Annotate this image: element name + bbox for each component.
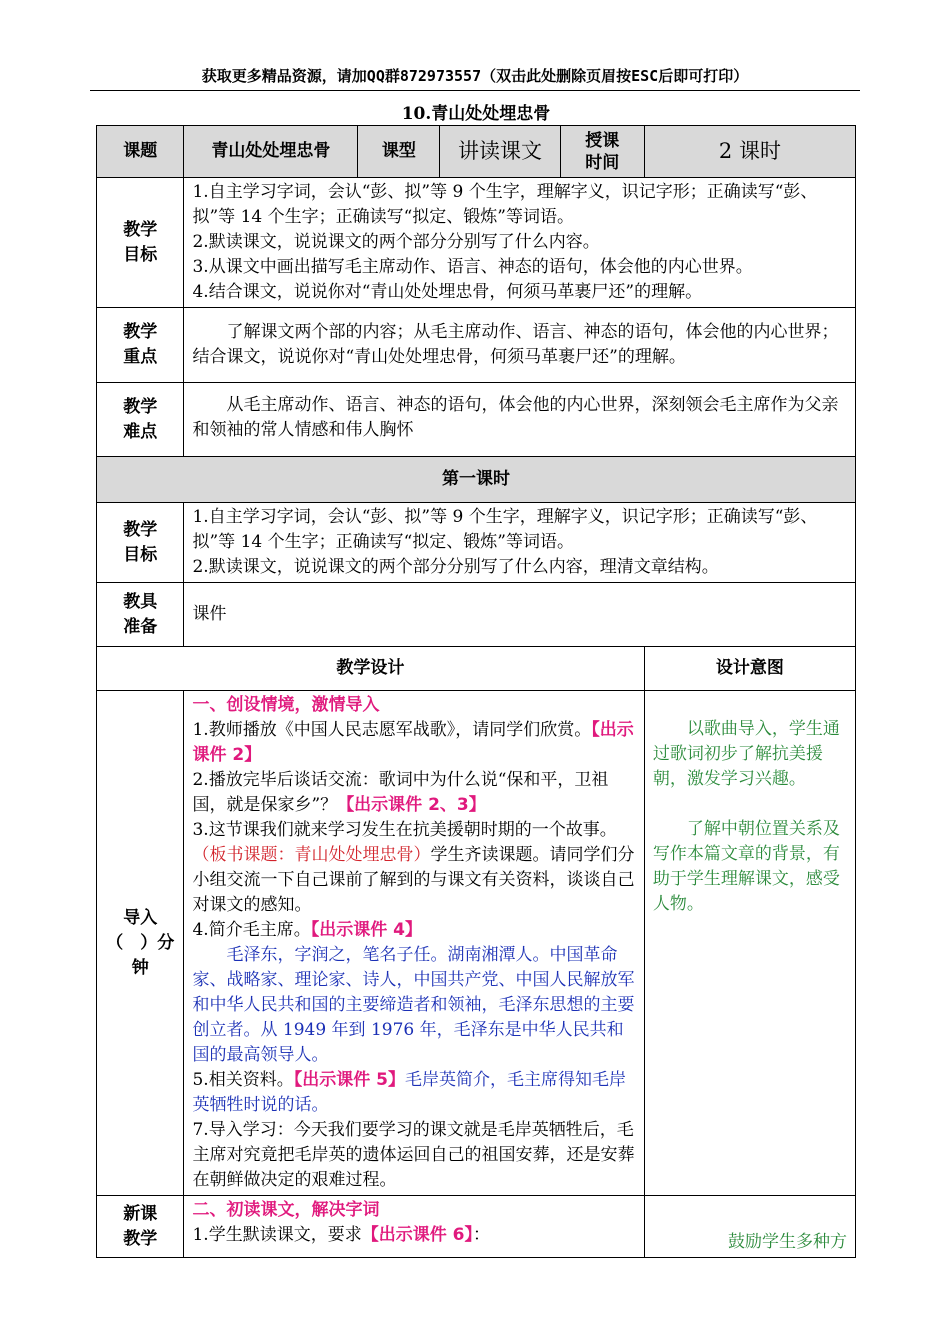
type-value: 讲读课文 [440,126,560,178]
intro-step-4-text: 4.简介毛主席。 [192,920,311,940]
topic-value: 青山处处埋忠骨 [184,126,358,178]
tools-label-line1: 教具 [123,591,158,612]
focus-label-line1: 教学 [123,322,158,342]
lesson1-goals-label-line1: 教学 [123,519,158,540]
focus-content [184,308,856,383]
lesson1-goal-item: 1.自主学习字词，会认“彭、拟”等 9 个生字，理解字义，识记字形；正确读写“彭、拟”等 14 个生字；正确读写“拟定、锻炼”等词语。 [192,507,818,552]
newlesson-intent [644,1196,855,1258]
intro-label-line3: 钟 [131,957,149,978]
focus-text: 了解课文两个部的内容；从毛主席动作、语言、神态的语句，体会他的内心世界；结合课文，说说你对“青山处处埋忠骨，何须马革裹尸还”的理解。 [192,322,839,367]
type-label: 课型 [358,126,440,178]
lesson1-goals-content [184,503,856,583]
difficulty-content [184,383,856,457]
focus-label [97,308,184,383]
intro-step-3 [192,818,635,918]
intro-intent-2: 了解中朝位置关系及写作本篇文章的背景，有助于学生理解课文，感受人物。 [652,819,840,914]
goal-item: 4.结合课文，说说你对“青山处处埋忠骨，何须马革裹尸还”的理解。 [192,282,703,302]
goals-label [97,178,184,308]
courseware-tag: 【出示课件 2】 [192,720,634,765]
goal-item: 1.自主学习字词，会认“彭、拟”等 9 个生字，理解字义，识记字形；正确读写“彭、拟”等 14 个生字；正确读写“拟定、锻炼”等词语。 [192,182,818,227]
newlesson-step-1 [192,1223,635,1248]
intro-step-5-text: 5.相关资料。 [192,1070,294,1090]
goal-item: 3.从课文中画出描写毛主席动作、语言、神态的语句，体会他的内心世界。 [192,257,753,277]
intro-intent-1: 以歌曲导入，学生通过歌词初步了解抗美援朝，激发学习兴趣。 [652,719,840,789]
newlesson-content [184,1196,644,1258]
topic-label: 课题 [97,126,184,178]
lesson1-goal-item: 2.默读课文，说说课文的两个部分分别写了什么内容，理清文章结构。 [192,557,719,577]
goals-label-line1: 教学 [123,219,158,240]
design-header: 教学设计 [97,647,645,691]
intro-content [184,691,644,1196]
intro-step-1 [192,718,635,768]
courseware-tag: 【出示课件 4】 [310,920,422,940]
document-title: 10.青山处处埋忠骨 [401,104,551,124]
intro-label [97,691,184,1196]
newlesson-step-1-text: 1.学生默读课文，要求 [192,1225,362,1245]
intro-step-5 [192,1068,635,1118]
intro-step-3-text: 3.这节课我们就来学习发生在抗美援朝时期的一个故事。 [192,820,617,840]
goals-content [184,178,856,308]
difficulty-label [97,383,184,457]
goal-item: 2.默读课文，说说课文的两个部分分别写了什么内容。 [192,232,600,252]
newlesson-label-line2: 教学 [123,1228,158,1249]
time-label-line2: 时间 [585,152,620,173]
intro-step-2 [192,768,635,818]
tools-label [97,583,184,647]
tools-content: 课件 [184,583,856,647]
lesson1-goals-label [97,503,184,583]
courseware-tag: 【出示课件 6】 [361,1225,473,1245]
focus-label-line2: 重点 [123,347,158,367]
courseware-tag: 【出示课件 5】 [293,1070,405,1090]
intro-step-2-text: 2.播放完毕后谈话交流：歌词中为什么说“保和平，卫祖国，就是保家乡”？ [192,770,609,815]
goals-label-line2: 目标 [123,244,158,265]
time-value: 2 课时 [644,126,855,178]
newlesson-label-line1: 新课 [123,1203,158,1224]
difficulty-label-line2: 难点 [123,421,158,442]
intro-label-line2: （ ）分 [106,932,175,953]
difficulty-text: 从毛主席动作、语言、神态的语句，体会他的内心世界，深刻领会毛主席作为父亲和领袖的常人情感和伟人胸怀 [192,395,839,440]
newlesson-heading: 二、初读课文，解决字词 [192,1200,380,1220]
intro-step-3-text-b: 学生齐读课题。请同学们分小组交流一下自己课前了解到的与课文有关资料，谈谈自己对课文的感知。 [192,845,635,915]
courseware-tag: 【出示课件 2、3】 [337,795,486,815]
board-note: （板书课题：青山处处埋忠骨） [192,845,431,865]
time-label-line1: 授课 [585,130,620,151]
intro-step-4 [192,918,635,943]
page-header: 获取更多精品资源，请加QQ群872973557（双击此处删除页眉按ESC后即可打印） [90,64,860,91]
difficulty-label-line1: 教学 [123,396,158,417]
lesson1-goals-label-line2: 目标 [123,544,158,565]
intro-step-5-note: 毛岸英简介，毛主席得知毛岸英牺牲时说的话。 [192,1070,626,1115]
lesson-plan-table [96,125,856,1258]
newlesson-step-1-colon: ： [472,1225,490,1245]
tools-label-line2: 准备 [123,616,158,637]
lesson1-title: 第一课时 [97,457,856,503]
intro-step-7: 7.导入学习：今天我们要学习的课文就是毛岸英牺牲后，毛主席对究竟把毛岸英的遗体运回自己的祖国安葬，还是安葬在朝鲜做决定的艰难过程。 [192,1120,635,1190]
time-label [560,126,644,178]
newlesson-label [97,1196,184,1258]
intro-step-1-text: 1.教师播放《中国人民志愿军战歌》，请同学们欣赏。 [192,720,592,740]
intent-header: 设计意图 [644,647,855,691]
intro-heading: 一、创设情境，激情导入 [192,695,380,715]
intro-intent [644,691,855,1196]
intro-label-line1: 导入 [123,907,158,928]
newlesson-intent-text: 鼓励学生多种方 [728,1232,847,1252]
mao-bio: 毛泽东，字润之，笔名子任。湖南湘潭人。中国革命家、战略家、理论家、诗人，中国共产党、中国人民解放军和中华人民共和国的主要缔造者和领袖，毛泽东思想的主要创立者。从 1949 年到 1976 年，毛泽东是中华人民共和国的最高领导人。 [192,945,635,1065]
